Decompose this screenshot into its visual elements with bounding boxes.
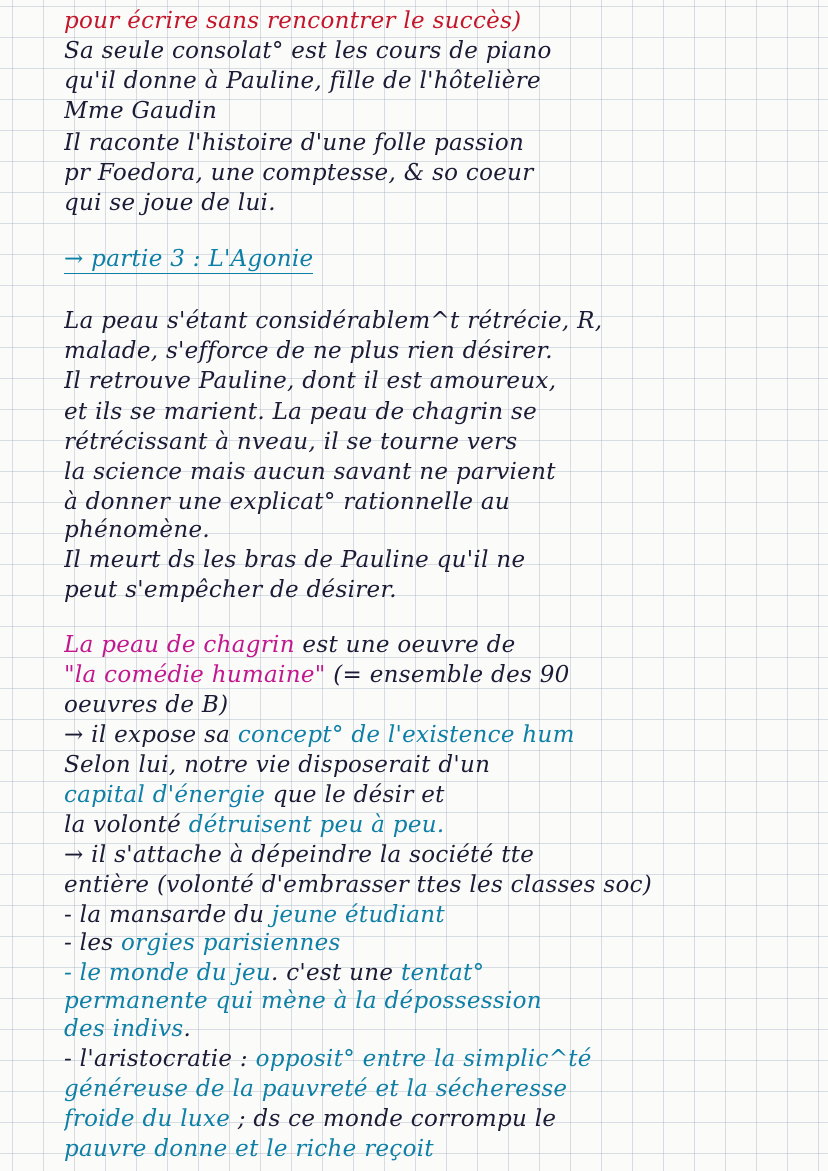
- note-text: est une oeuvre de: [294, 632, 516, 658]
- note-line: Mme Gaudin: [64, 98, 218, 124]
- note-line: phénomène.: [64, 517, 210, 543]
- note-line: pr Foedora, une comptesse, & so coeur: [64, 160, 534, 186]
- note-text: - l'aristocratie :: [64, 1046, 256, 1072]
- highlight-text: détruisent peu à peu.: [188, 812, 445, 838]
- highlight-text: - le monde du jeu: [64, 960, 271, 986]
- note-text: - la mansarde du: [64, 902, 272, 928]
- highlight-text: opposit° entre la simplic^té: [255, 1046, 592, 1072]
- note-line: [64, 1044, 804, 1074]
- highlight-text: des indivs: [64, 1016, 184, 1042]
- note-text: → il expose sa: [64, 722, 238, 748]
- note-line: peut s'empêcher de désirer.: [64, 577, 397, 603]
- note-line: malade, s'efforce de ne plus rien désirer.: [64, 338, 553, 364]
- note-line: généreuse de la pauvreté et la sécheresse: [64, 1076, 568, 1102]
- highlight-text: jeune étudiant: [271, 902, 445, 928]
- section-heading-text: → partie 3 : L'Agonie: [64, 246, 313, 274]
- note-line: [64, 810, 804, 840]
- note-text: .: [183, 1016, 192, 1042]
- note-text: ; ds ce monde corrompu le: [230, 1106, 557, 1132]
- note-text: la volonté: [64, 812, 189, 838]
- highlight-text: froide du luxe: [64, 1106, 231, 1132]
- note-line: et ils se marient. La peau de chagrin se: [64, 399, 538, 425]
- note-line: pour écrire sans rencontrer le succès): [64, 8, 522, 34]
- note-line: [64, 660, 804, 690]
- note-line: → il s'attache à dépeindre la société tte: [64, 842, 535, 868]
- note-line: Il retrouve Pauline, dont il est amoureux,: [64, 368, 557, 394]
- note-line: [64, 720, 804, 750]
- note-line: [64, 958, 804, 988]
- note-line: à donner une explicat° rationnelle au: [64, 489, 510, 515]
- note-line: Sa seule consolat° est les cours de piano: [64, 38, 552, 64]
- note-line: [64, 928, 804, 958]
- series-title: "la comédie humaine": [64, 662, 326, 688]
- note-text: - les: [64, 930, 121, 956]
- note-line: La peau s'étant considérablem^t rétrécie, R,: [64, 308, 603, 334]
- note-line: pauvre donne et le riche reçoit: [64, 1136, 434, 1162]
- note-line: Selon lui, notre vie disposerait d'un: [64, 752, 491, 778]
- highlight-text: concept° de l'existence hum: [237, 722, 575, 748]
- note-line: la science mais aucun savant ne parvient: [64, 459, 556, 485]
- note-line: entière (volonté d'embrasser ttes les classes soc): [64, 872, 653, 898]
- note-line: Il raconte l'histoire d'une folle passion: [64, 130, 525, 156]
- highlight-text: orgies parisiennes: [120, 930, 341, 956]
- section-heading: [64, 244, 804, 274]
- note-line: qui se joue de lui.: [64, 190, 276, 216]
- note-text: . c'est une: [270, 960, 401, 986]
- note-line: permanente qui mène à la dépossession: [64, 988, 542, 1014]
- note-line: [64, 630, 804, 660]
- work-title: La peau de chagrin: [64, 632, 295, 658]
- note-line: [64, 780, 804, 810]
- highlight-text: tentat°: [400, 960, 485, 986]
- note-text: (= ensemble des 90: [325, 662, 570, 688]
- note-line: [64, 1014, 804, 1044]
- highlight-text: capital d'énergie: [64, 782, 266, 808]
- note-line: qu'il donne à Pauline, fille de l'hôtelière: [64, 68, 541, 94]
- note-line: rétrécissant à nveau, il se tourne vers: [64, 429, 518, 455]
- note-text: que le désir et: [265, 782, 445, 808]
- note-line: oeuvres de B): [64, 692, 229, 718]
- note-line: [64, 900, 804, 930]
- note-line: [64, 1104, 804, 1134]
- note-line: Il meurt ds les bras de Pauline qu'il ne: [64, 547, 526, 573]
